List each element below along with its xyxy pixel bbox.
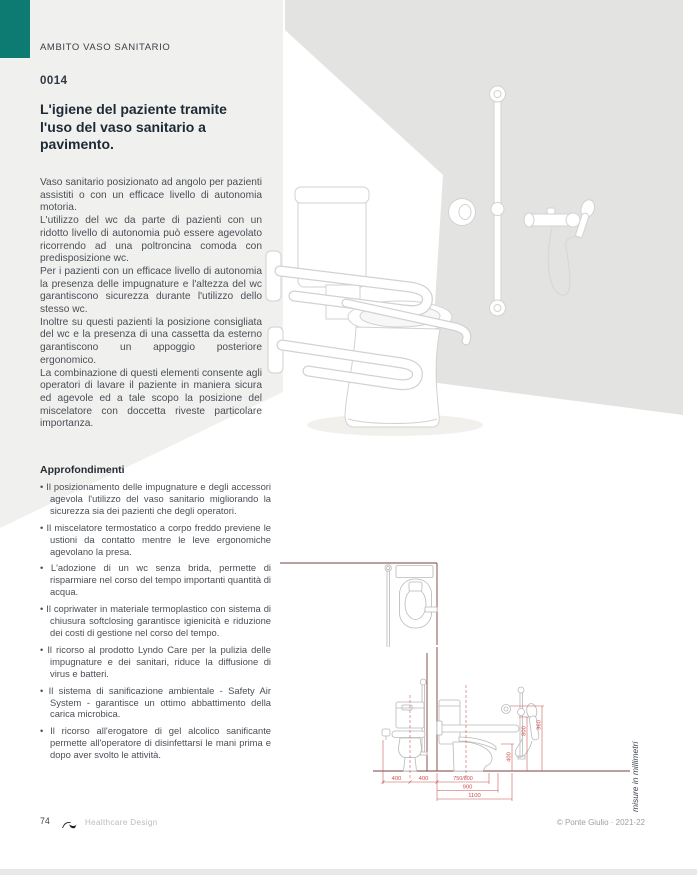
technical-drawing	[270, 535, 660, 820]
item-code: 0014	[40, 75, 68, 87]
plan-paper-holder	[425, 607, 437, 612]
shower-hose	[548, 227, 580, 295]
rail-slider	[491, 203, 504, 216]
page-bottom-strip	[0, 869, 697, 875]
bullet-item: • Il copriwater in materiale termoplastico con sistema di chiusura softclosing garantisce igienicità e riduzione dei costi di gestione nel corso del tempo.	[40, 603, 271, 639]
teal-accent-square	[0, 0, 30, 58]
bullet-item: • Il sistema di sanificazione ambientale - Safety Air System - garantisce un ottimo abbattimento della carica microbica.	[40, 685, 271, 721]
section-header: AMBITO VASO SANITARIO	[40, 42, 171, 53]
dim-height-400: 400	[506, 752, 513, 762]
paragraph: Inoltre su questi pazienti la posizione consigliata del wc e la presenza di una cassetta da esterno garantiscono un appoggio posteriore ergonomico.	[40, 316, 262, 366]
approfondimenti-list	[40, 481, 271, 766]
approfondimenti-heading: Approfondimenti	[40, 464, 125, 476]
dim-front-right: 400	[418, 776, 429, 782]
bullet-item: • L'adozione di un wc senza brida, permette di risparmiare nel corso del tempo importanti quantità di acqua.	[40, 562, 271, 598]
mixer-knob	[566, 213, 580, 227]
dim-front-left: 400	[391, 776, 402, 782]
measurement-unit-note: misure in millimetri	[630, 741, 640, 812]
paragraph: La combinazione di questi elementi consente agli operatori di lavare il paziente in maniera sicura ed agevole ed a tale scopo la posizione del miscelatore con doccetta riveste particolare importanza.	[40, 367, 263, 430]
dim-side-900: 900	[462, 784, 473, 791]
front-grab-bar	[392, 731, 425, 738]
bullet-item: • Il posizionamento delle impugnature e degli accessori agevola l'utilizzo del vaso sanitario migliorando la sicurezza sia dei pazienti che degli operatori.	[40, 481, 271, 517]
side-fold-bar	[437, 725, 519, 732]
paragraph: Vaso sanitario posizionato ad angolo per pazienti assistiti o con un efficace livello di autonomia motoria.	[40, 177, 262, 214]
side-bowl	[453, 742, 492, 771]
page-number: 74	[40, 816, 50, 826]
side-rail-slider	[518, 709, 525, 716]
side-hose	[515, 739, 532, 757]
paragraph: L'utilizzo del wc da parte di pazienti con un ridotto livello di autonomia può essere agevolato ricorrendo ad una poltroncina comoda con predisposizione wc.	[40, 215, 262, 265]
dim-side-1100: 1100	[468, 793, 481, 799]
bullet-item: • Il ricorso al prodotto Lyndo Care per la pulizia delle impugnature e dei sanitari, riduce la diffusione di virus e batteri.	[40, 644, 271, 680]
dim-height-800: 800	[521, 726, 528, 736]
dim-height-960: 960	[536, 720, 543, 730]
footer-copyright: © Ponte Giulio · 2021-22	[556, 818, 645, 827]
bullet-item: • Il miscelatore termostatico a corpo freddo previene le ustioni da contatto mentre le leve ergonomiche agevolano la presa.	[40, 522, 271, 558]
vertical-rail	[494, 91, 501, 311]
dim-side-depth: 750/800	[453, 776, 473, 782]
plan-cistern	[396, 566, 433, 578]
footer-brand-text: Healthcare Design	[85, 818, 158, 827]
paragraph: Per i pazienti con un efficace livello di autonomia la presenza delle impugnature e l'altezza del wc garantiscono sicurezza durante l'utilizzo dello stesso wc.	[40, 265, 262, 316]
body-text	[40, 177, 262, 431]
cistern-lid	[295, 187, 369, 203]
plan-flush-pipe	[387, 565, 390, 647]
front-mixer	[382, 729, 390, 736]
brand-logo-icon	[61, 818, 78, 836]
side-rail	[520, 688, 523, 757]
page-title: L'igiene del paziente tramite l'uso del vaso sanitario a pavimento.	[40, 101, 227, 153]
bullet-item: • Il ricorso all'erogatore di gel alcolico sanificante permette all'operatore di disinfettarsi le mani prima e dopo aver svolto le attività.	[40, 725, 271, 761]
room-illustration	[250, 75, 683, 445]
